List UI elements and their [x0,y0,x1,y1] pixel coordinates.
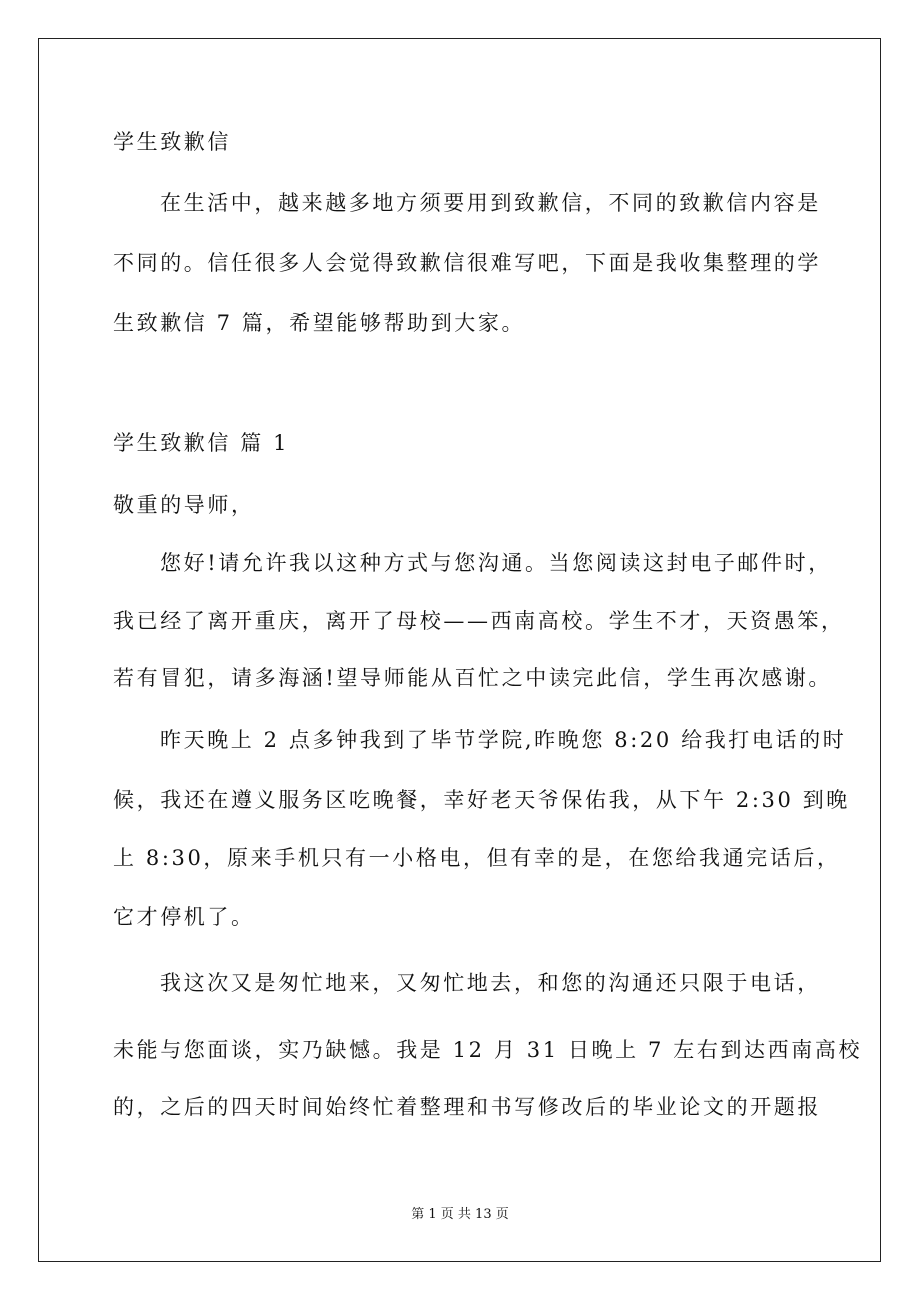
paragraph-line: 我已经了离开重庆，离开了母校——西南高校。学生不才，天资愚笨， [113,609,845,633]
paragraph-line: 候，我还在遵义服务区吃晚餐，幸好老天爷保佑我，从下午 2:30 到晚 [113,788,850,812]
paragraph-line: 它才停机了。 [113,905,255,929]
section-title: 学生致歉信 篇 1 [113,431,290,455]
salutation: 敬重的导师， [113,493,255,517]
paragraph-line: 我这次又是匆忙地来，又匆忙地去，和您的沟通还只限于电话， [160,971,821,995]
paragraph-line: 您好!请允许我以这种方式与您沟通。当您阅读这封电子邮件时， [160,551,832,575]
document-title: 学生致歉信 [113,130,231,154]
intro-line: 生致歉信 7 篇，希望能够帮助到大家。 [113,311,526,335]
paragraph-line: 的，之后的四天时间始终忙着整理和书写修改后的毕业论文的开题报 [113,1095,821,1119]
intro-line: 在生活中，越来越多地方须要用到致歉信，不同的致歉信内容是 [160,191,821,215]
paragraph-line: 未能与您面谈，实乃缺憾。我是 12 月 31 日晚上 7 左右到达西南高校 [113,1038,863,1062]
page-border [38,38,881,1262]
paragraph-line: 昨天晚上 2 点多钟我到了毕节学院,昨晚您 8:20 给我打电话的时 [160,728,847,752]
paragraph-line: 上 8:30，原来手机只有一小格电，但有幸的是，在您给我通完话后， [113,846,841,870]
intro-line: 不同的。信任很多人会觉得致歉信很难写吧，下面是我收集整理的学 [113,251,821,275]
paragraph-line: 若有冒犯，请多海涵!望导师能从百忙之中读完此信，学生再次感谢。 [113,666,833,690]
page-footer: 第 1 页 共 13 页 [411,1207,509,1222]
